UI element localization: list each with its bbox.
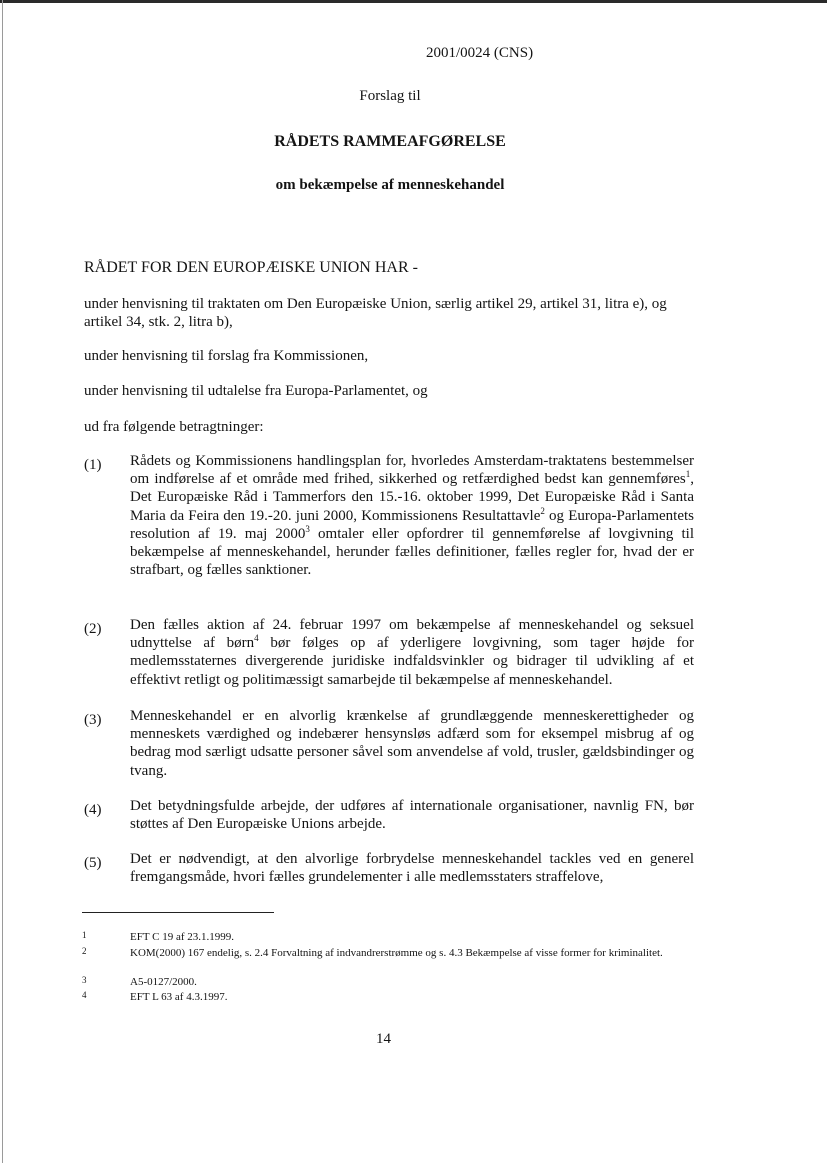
footnote-mark-3: 3 [82, 975, 87, 985]
document-subtitle: om bekæmpelse af menneskehandel [275, 177, 505, 193]
point-5-text: Det er nødvendigt, at den alvorlige forbrydelse menneskehandel tackles ved en generel fremgangsmåde, hvori fælles grundelementer i alle medlemsstaters straffelove, [130, 851, 694, 886]
recital-treaty: under henvisning til traktaten om Den Europæiske Union, særlig artikel 29, artikel 31, litra e), og artikel 34, stk. 2, litra b), [84, 296, 667, 330]
point-number-1: (1) [84, 457, 102, 473]
footnote-3: A5-0127/2000. [130, 976, 197, 988]
document-reference: 2001/0024 (CNS) [426, 45, 534, 61]
footnote-mark-2: 2 [82, 946, 87, 956]
point-number-4: (4) [84, 802, 102, 818]
footnote-ref-2[interactable]: 2 [540, 505, 545, 516]
point-4-text: Det betydningsfulde arbejde, der udføres af internationale organisationer, navnlig FN, bør støttes af Den Europæiske Unions arbejde. [130, 798, 694, 833]
point-body-5 [130, 850, 694, 886]
point-body-1 [130, 452, 694, 579]
footnote-ref-3[interactable]: 3 [305, 523, 310, 534]
document-title: RÅDETS RAMMEAFGØRELSE [274, 133, 506, 150]
footnote-ref-4[interactable]: 4 [254, 633, 259, 644]
point-3-text: Menneskehandel er en alvorlig krænkelse af grundlæggende menneskerettigheder og menneskets værdighed og indebærer hensynsløs adfærd som for eksempel misbrug af og bedrag mod særligt udsatte personer såvel som anvendelse af vold, trusler, gældsbindinger og tvang. [130, 708, 694, 779]
page-number: 14 [376, 1031, 391, 1047]
point-number-2: (2) [84, 621, 102, 637]
scan-edge-left [2, 0, 3, 1163]
recital-proposal: under henvisning til forslag fra Kommissionen, [84, 348, 369, 364]
point-number-5: (5) [84, 855, 102, 871]
point-2-text-a: Den fælles aktion af 24. februar 1997 om bekæmpelse af menneskehandel og seksuel udnyttelse af børn [130, 617, 694, 652]
footnote-ref-1[interactable]: 1 [685, 469, 691, 480]
point-body-2 [130, 616, 694, 689]
point-1-text-b: , Det Europæiske Råd i Tammerfors den 15.-16. oktober 1999, Det Europæiske Råd i Santa Maria da Feira den 19.-20. juni 2000, Kommissionens Resultattavle [130, 471, 694, 524]
point-body-4 [130, 797, 694, 833]
footnote-2: KOM(2000) 167 endelig, s. 2.4 Forvaltning af indvandrerstrømme og s. 4.3 Bekæmpelse af visse former for kriminalitet. [130, 947, 663, 959]
footnote-4: EFT L 63 af 4.3.1997. [130, 991, 228, 1003]
recital-opinion: under henvisning til udtalelse fra Europa-Parlamentet, og [84, 383, 428, 399]
recital-considerations: ud fra følgende betragtninger: [84, 419, 264, 435]
pretitle: Forslag til [359, 88, 421, 104]
point-2-text-b: bør følges op af yderligere lovgivning, som tager højde for medlemsstaternes divergerende juridiske indfaldsvinkler og bidrager til udvikling af et effektivt retligt og politimæssigt samarbejde til bekæmpelse af menneskehandel. [130, 635, 695, 688]
point-number-3: (3) [84, 712, 102, 728]
council-intro: RÅDET FOR DEN EUROPÆISKE UNION HAR - [84, 259, 418, 276]
scan-edge-top [0, 0, 827, 3]
footnote-separator [82, 912, 274, 913]
point-1-text-c: og Europa-Parlamentets resolution af 19. maj 2000 [130, 507, 694, 542]
point-1-text-a: Rådets og Kommissionens handlingsplan for, hvorledes Amsterdam-traktatens bestemmelser om indførelse af et område med frihed, sikkerhed og retfærdighed bedst kan gennemføres [130, 453, 694, 488]
point-1-text-d: omtaler eller opfordrer til gennemførelse af lovgivning til bekæmpelse af menneskehandel, herunder fælles definitioner, fælles regler for, hvad der er strafbart, og fælles sanktioner. [130, 525, 694, 579]
footnote-mark-4: 4 [82, 990, 87, 1000]
point-body-3 [130, 707, 694, 780]
footnote-mark-1: 1 [82, 930, 87, 940]
footnote-1: EFT C 19 af 23.1.1999. [130, 931, 234, 943]
